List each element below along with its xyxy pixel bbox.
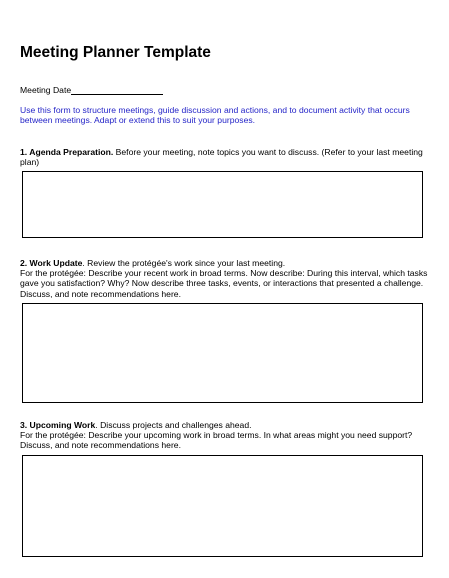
agenda-notes-box[interactable] [22, 171, 423, 238]
meeting-date-blank-line[interactable] [71, 85, 163, 95]
intro-paragraph: Use this form to structure meetings, guide discussion and actions, and to document activity that occurs between meetings. Adapt or extend this to suit your purposes. [20, 105, 410, 126]
work-update-notes-box[interactable] [22, 303, 423, 403]
meeting-date-field [20, 85, 163, 95]
section-work-update [20, 258, 440, 299]
page-title: Meeting Planner Template [20, 44, 211, 61]
section-instructions: For the protégée: Describe your upcoming work in broad terms. In what areas might you need support? Discuss, and note recommendations here. [20, 430, 413, 451]
meeting-date-label: Meeting Date [20, 85, 72, 95]
section-upcoming-work [20, 420, 440, 451]
section-description: . Review the protégée's work since your last meeting. [82, 258, 286, 268]
upcoming-work-notes-box[interactable] [22, 455, 423, 557]
section-description: Before your meeting, note topics you want to discuss. (Refer to your last meeting plan) [20, 147, 423, 168]
section-description: . Discuss projects and challenges ahead. [95, 420, 252, 430]
section-instructions: For the protégée: Describe your recent work in broad terms. Now describe: During this interval, which tasks gave you satisfaction? Why? Now describe three tasks, events, or interactions that presented a challenge. Discuss, and note recommendations here. [20, 268, 428, 299]
section-heading: 2. Work Update [20, 258, 83, 268]
section-agenda-preparation [20, 147, 440, 167]
section-heading: 3. Upcoming Work [20, 420, 96, 430]
section-heading: 1. Agenda Preparation. [20, 147, 114, 157]
